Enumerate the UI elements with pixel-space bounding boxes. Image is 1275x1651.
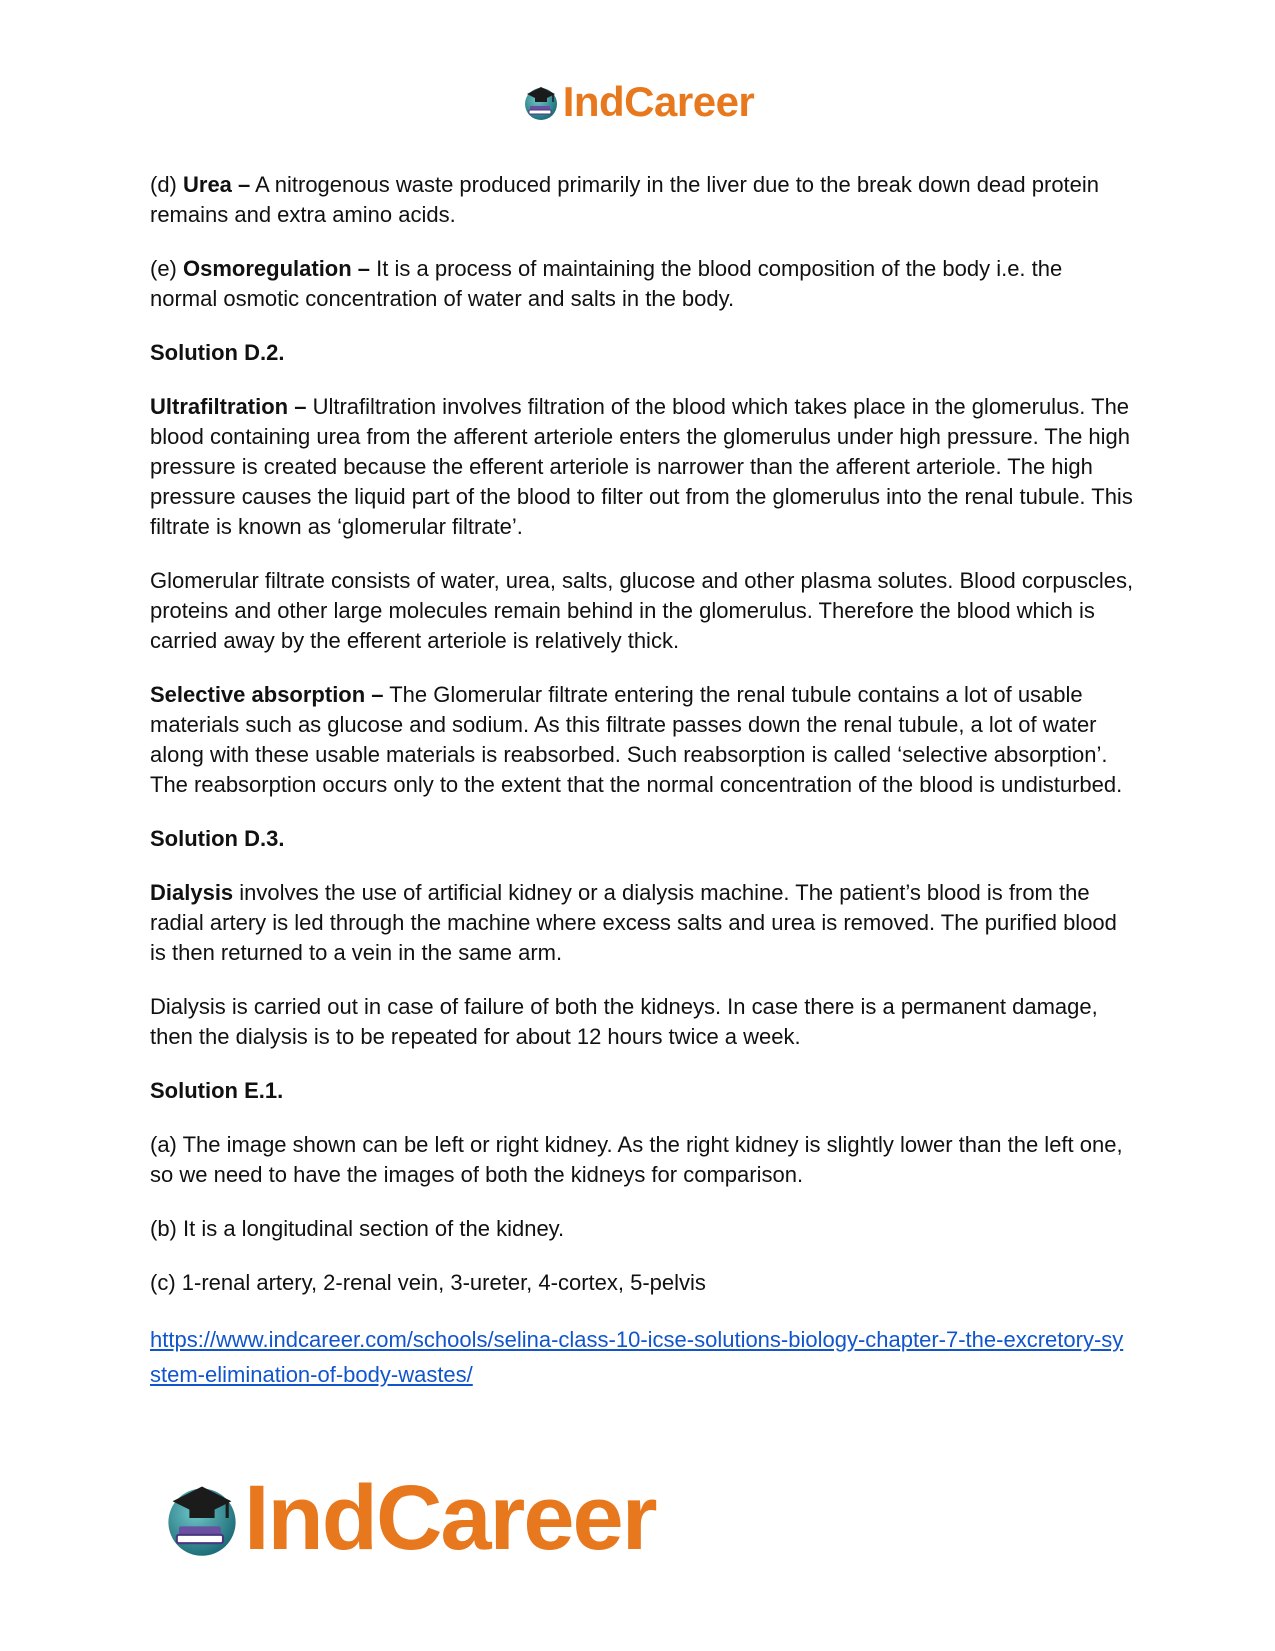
term-dialysis: Dialysis	[150, 880, 234, 905]
header-logo	[0, 78, 1275, 126]
heading-solution-e1: Solution E.1.	[150, 1078, 284, 1103]
paragraph-b: (b) It is a longitudinal section of the kidney.	[150, 1216, 565, 1241]
paragraph-a: (a) The image shown can be left or right kidney. As the right kidney is slightly lower than the left one, so we need to have the images of both the kidneys for comparison.	[150, 1132, 1123, 1187]
heading-solution-d3: Solution D.3.	[150, 826, 285, 851]
heading-solution-d2: Solution D.2.	[150, 340, 285, 365]
paragraph-dialysis: Dialysis involves the use of artificial kidney or a dialysis machine. The patient’s blood is from the radial artery is led through the machine where excess salts and urea is removed. The purified blood is then returned to a vein in the same arm.	[150, 880, 1117, 965]
term-selective-absorption: Selective absorption –	[150, 682, 384, 707]
paragraph-e: (e) Osmoregulation – It is a process of maintaining the blood composition of the body i.e. the normal osmotic concentration of water and salts in the body.	[150, 256, 1063, 311]
paragraph-glomerular-filtrate: Glomerular filtrate consists of water, urea, salts, glucose and other plasma solutes. Blood corpuscles, proteins and other large molecules remain behind in the glomerulus. Therefore the blood which is carried away by the efferent arteriole is relatively thick.	[150, 568, 1134, 653]
brand-name: IndCareer	[562, 78, 755, 125]
paragraph-dialysis-2: Dialysis is carried out in case of failure of both the kidneys. In case there is a permanent damage, then the dialysis is to be repeated for about 12 hours twice a week.	[150, 994, 1098, 1049]
graduation-globe-icon	[160, 1476, 244, 1560]
term-urea: Urea –	[183, 172, 251, 197]
source-link[interactable]: https://www.indcareer.com/schools/selina-class-10-icse-solutions-biology-chapter-7-the-excretory-system-elimination-of-body-wastes/	[150, 1327, 1124, 1387]
footer-logo	[160, 1468, 656, 1568]
paragraph-ultrafiltration: Ultrafiltration – Ultrafiltration involves filtration of the blood which takes place in the glomerulus. The blood containing urea from the afferent arteriole enters the glomerulus under high pressure. The high pressure is created because the efferent arteriole is narrower than the afferent arteriole. The high pressure causes the liquid part of the blood to filter out from the glomerulus into the renal tubule. This filtrate is known as ‘glomerular filtrate’.	[150, 394, 1133, 539]
document-body	[150, 170, 1135, 1392]
paragraph-d: (d) Urea – A nitrogenous waste produced primarily in the liver due to the break down dead protein remains and extra amino acids.	[150, 172, 1100, 227]
paragraph-selective-absorption: Selective absorption – The Glomerular filtrate entering the renal tubule contains a lot of usable materials such as glucose and sodium. As this filtrate passes down the renal tubule, a lot of water along with these usable materials is reabsorbed. Such reabsorption is called ‘selective absorption’. The reabsorption occurs only to the extent that the normal concentration of the blood is undisturbed.	[150, 682, 1123, 797]
term-osmoregulation: Osmoregulation –	[183, 256, 371, 281]
graduation-globe-icon	[521, 82, 561, 122]
term-ultrafiltration: Ultrafiltration –	[150, 394, 307, 419]
brand-name-large: IndCareer	[244, 1467, 656, 1569]
paragraph-c: (c) 1-renal artery, 2-renal vein, 3-ureter, 4-cortex, 5-pelvis	[150, 1270, 706, 1295]
